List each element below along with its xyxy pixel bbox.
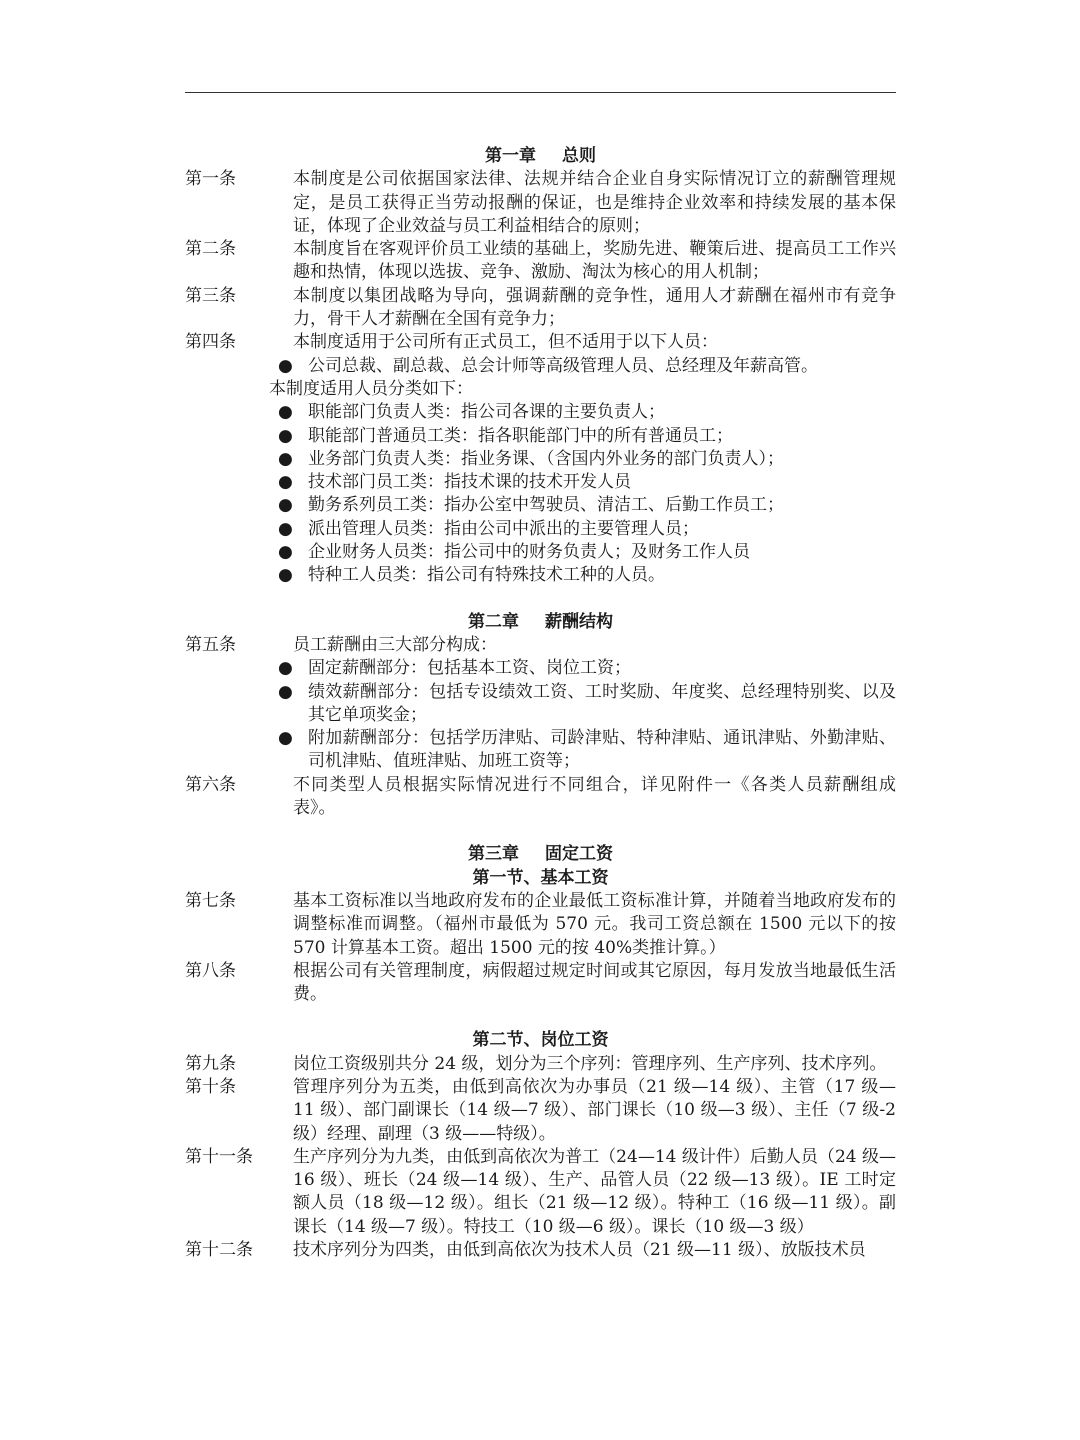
article-label: 第四条 — [185, 332, 236, 353]
article-label: 第二条 — [185, 239, 236, 260]
article-8 — [185, 960, 896, 1007]
article-text: 员工薪酬由三大部分构成： — [293, 634, 497, 655]
article-label: 第七条 — [185, 890, 236, 911]
article-text: 本制度旨在客观评价员工业绩的基础上，奖励先进、鞭策后进、提高员工工作兴趣和热情，体现以选拔、竞争、激励、淘汰为核心的用人机制； — [293, 239, 896, 283]
bullet-icon: ● — [278, 728, 293, 749]
list-item: ● 特种工人员类：指公司有特殊技术工种的人员。 — [278, 564, 896, 587]
article-text: 本制度以集团战略为导向，强调薪酬的竞争性，通用人才薪酬在福州市有竞争力，骨干人才薪酬在全国有竞争力； — [293, 285, 896, 330]
bullet-icon: ● — [278, 448, 293, 469]
list-item: ● 技术部门员工类：指技术课的技术开发人员 — [278, 471, 896, 494]
bullet-icon: ● — [278, 518, 293, 539]
chapter-number: 第一章 — [485, 146, 536, 166]
section-1-heading: 第一节、基本工资 — [472, 867, 609, 888]
list-item: ● 勤务系列员工类：指办公室中驾驶员、清洁工、后勤工作员工； — [278, 494, 896, 517]
chapter-title: 薪酬结构 — [545, 611, 613, 632]
article-text: 生产序列分为九类，由低到高依次为普工（24—14 级计件）后勤人员（24 级—16 级）、班长（24 级—14 级）、生产、品管人员（22 级—13 级）。IE 工时定额人员（18 级—12 级）。组长（21 级—12 级）。特种工（16 级—11 级）。副课长（14 级—7 级）。特技工（10 级—6 级）。课长（10 级—3 级） — [293, 1146, 896, 1237]
article-11 — [185, 1146, 896, 1239]
chapter-number: 第二章 — [468, 611, 519, 632]
chapter-3-heading — [185, 843, 896, 866]
list-item: ● 附加薪酬部分：包括学历津贴、司龄津贴、特种津贴、通讯津贴、外勤津贴、司机津贴、值班津贴、加班工资等； — [278, 727, 896, 774]
bullet-icon: ● — [278, 425, 293, 446]
list-item: ● 派出管理人员类：指由公司中派出的主要管理人员； — [278, 518, 896, 541]
article-text: 基本工资标准以当地政府发布的企业最低工资标准计算，并随着当地政府发布的调整标准而调整。（福州市最低为 570 元。我司工资总额在 1500 元以下的按 570 计算基本工资。超出 1500 元的按 40%类推计算。） — [293, 890, 896, 958]
article-10 — [185, 1076, 896, 1146]
article-text: 根据公司有关管理制度，病假超过规定时间或其它原因，每月发放当地最低生活费。 — [293, 960, 896, 1005]
article-text: 本制度适用于公司所有正式员工，但不适用于以下人员： — [293, 332, 718, 353]
article-2 — [185, 238, 896, 285]
chapter-2-heading — [185, 611, 896, 634]
article-text: 技术序列分为四类，由低到高依次为技术人员（21 级—11 级）、放版技术员 — [293, 1240, 866, 1261]
article-3 — [185, 285, 896, 332]
article-4 — [185, 331, 896, 354]
article-label: 第一条 — [185, 169, 236, 190]
list-item: ● 绩效薪酬部分：包括专设绩效工资、工时奖励、年度奖、总经理特别奖、以及其它单项奖金； — [278, 681, 896, 728]
bullet-icon: ● — [278, 681, 293, 702]
chapter-title: 固定工资 — [545, 844, 613, 865]
article-label: 第三条 — [185, 285, 236, 306]
article-label: 第八条 — [185, 960, 236, 981]
bullet-icon: ● — [278, 658, 293, 679]
categories-list — [185, 401, 896, 587]
list-item: ● 职能部门普通员工类：指各职能部门中的所有普通员工； — [278, 425, 896, 448]
section-2-heading: 第二节、岗位工资 — [472, 1030, 609, 1051]
list-item: ● 业务部门负责人类：指业务课、（含国内外业务的部门负责人）； — [278, 448, 896, 471]
article-label: 第九条 — [185, 1053, 236, 1074]
article-6 — [185, 774, 896, 821]
article-text: 岗位工资级别共分 24 级，划分为三个序列：管理序列、生产序列、技术序列。 — [293, 1053, 887, 1074]
bullet-icon: ● — [278, 565, 293, 586]
article-5 — [185, 634, 896, 657]
bullet-icon: ● — [278, 495, 293, 516]
article-7 — [185, 890, 896, 960]
article-9 — [185, 1053, 896, 1076]
list-item: ● 职能部门负责人类：指公司各课的主要负责人； — [278, 401, 896, 424]
article-label: 第十条 — [185, 1076, 236, 1097]
header-rule — [185, 92, 896, 93]
bullet-icon: ● — [278, 355, 293, 376]
list-item: ● 企业财务人员类：指公司中的财务负责人；及财务工作人员 — [278, 541, 896, 564]
article-12 — [185, 1239, 896, 1262]
salary-parts-list — [185, 657, 896, 773]
bullet-icon: ● — [278, 542, 293, 563]
bullet-icon: ● — [278, 402, 293, 423]
article-label: 第十一条 — [185, 1146, 253, 1167]
article-text: 不同类型人员根据实际情况进行不同组合，详见附件一《各类人员薪酬组成表》。 — [293, 774, 896, 819]
chapter-number: 第三章 — [468, 844, 519, 865]
article-1 — [185, 168, 896, 238]
article-label: 第十二条 — [185, 1240, 253, 1261]
document-body — [185, 145, 896, 1262]
article-label: 第五条 — [185, 634, 236, 655]
chapter-title: 总则 — [562, 146, 596, 166]
excluded-list — [185, 355, 896, 378]
article-label: 第六条 — [185, 774, 236, 795]
categories-intro: 本制度适用人员分类如下： — [269, 378, 473, 399]
chapter-1-heading — [185, 145, 896, 168]
article-text: 管理序列分为五类，由低到高依次为办事员（21 级—14 级）、主管（17 级—11 级）、部门副课长（14 级—7 级）、部门课长（10 级—3 级）、主任（7 级-2 级）经理、副理（3 级——特级）。 — [293, 1076, 896, 1144]
list-item: ● 固定薪酬部分：包括基本工资、岗位工资； — [278, 657, 896, 680]
article-text: 本制度是公司依据国家法律、法规并结合企业自身实际情况订立的薪酬管理规定，是员工获得正当劳动报酬的保证，也是维持企业效率和持续发展的基本保证，体现了企业效益与员工利益相结合的原则； — [293, 169, 896, 236]
list-item: ● 公司总裁、副总裁、总会计师等高级管理人员、总经理及年薪高管。 — [278, 355, 896, 378]
bullet-icon: ● — [278, 472, 293, 493]
